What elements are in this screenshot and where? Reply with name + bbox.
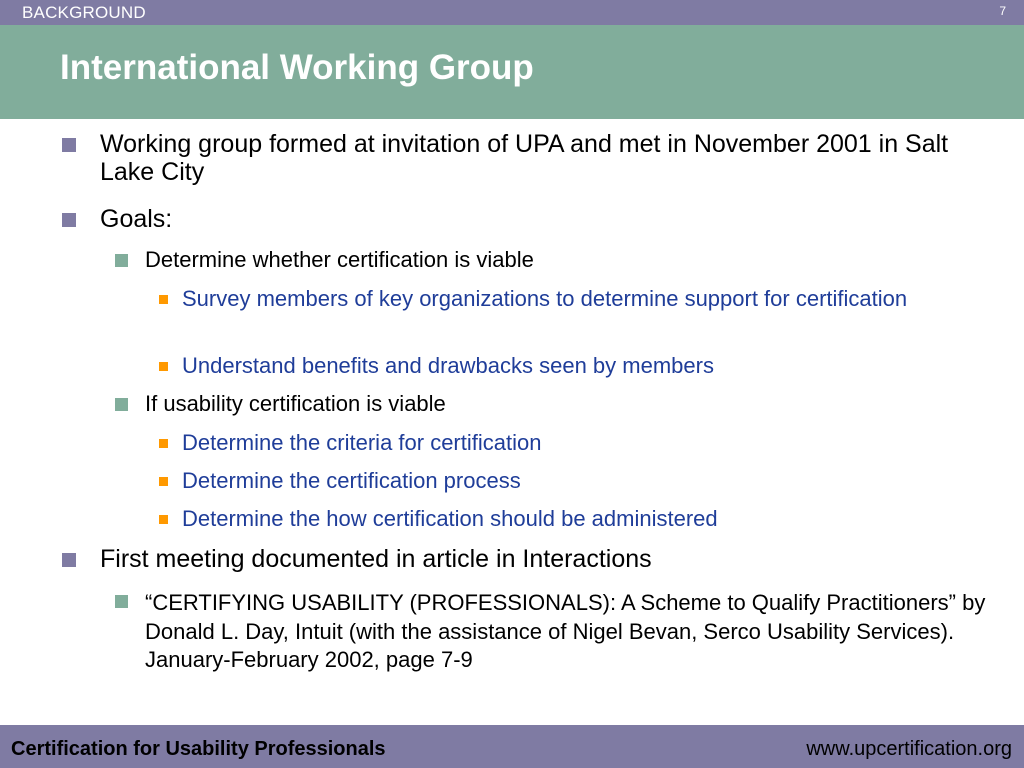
sub-bullet-item: [145, 589, 995, 675]
sub-sub-bullet-item: [182, 352, 982, 380]
bullet-text: Goals:: [100, 205, 173, 233]
footer-title: Certification for Usability Professionals: [11, 738, 386, 760]
footer-url: www.upcertification.org: [806, 738, 1012, 760]
bullet-text: “CERTIFYING USABILITY (PROFESSIONALS): A Scheme to Qualify Practitioners” by Donald L. Day, Intuit (with the assistance of Nigel Bevan, Serco Usability Services). January-February 2002, page 7-9: [145, 590, 986, 673]
sub-bullet-item: [145, 392, 995, 417]
bullet-text: Determine whether certification is viable: [145, 247, 534, 272]
bullet-text: Determine the certification process: [182, 468, 521, 493]
square-bullet-icon: [62, 213, 76, 227]
footer-bar: [0, 725, 1024, 768]
bullet-item: [100, 545, 990, 573]
bullet-item: [100, 130, 990, 186]
page-number: 7: [999, 4, 1006, 18]
square-bullet-icon: [159, 439, 168, 448]
section-label: BACKGROUND: [22, 3, 146, 22]
bullet-text: Understand benefits and drawbacks seen by members: [182, 353, 714, 378]
square-bullet-icon: [62, 553, 76, 567]
square-bullet-icon: [159, 515, 168, 524]
square-bullet-icon: [115, 595, 128, 608]
bullet-text: First meeting documented in article in Interactions: [100, 545, 652, 573]
sub-sub-bullet-item: [182, 505, 982, 533]
slide-title: International Working Group: [60, 48, 534, 87]
sub-sub-bullet-item: [182, 467, 982, 495]
header-bar: [0, 0, 1024, 25]
bullet-text: Determine the criteria for certification: [182, 430, 542, 455]
square-bullet-icon: [115, 254, 128, 267]
square-bullet-icon: [62, 138, 76, 152]
bullet-text: Working group formed at invitation of UPA and met in November 2001 in Salt Lake City: [100, 130, 949, 186]
title-bar: [0, 25, 1024, 119]
bullet-text: If usability certification is viable: [145, 391, 446, 416]
bullet-item: [100, 205, 990, 233]
square-bullet-icon: [115, 398, 128, 411]
square-bullet-icon: [159, 477, 168, 486]
square-bullet-icon: [159, 362, 168, 371]
bullet-text: Survey members of key organizations to determine support for certification: [182, 286, 908, 311]
sub-sub-bullet-item: [182, 429, 982, 457]
sub-bullet-item: [145, 248, 995, 273]
sub-sub-bullet-item: [182, 285, 982, 313]
square-bullet-icon: [159, 295, 168, 304]
bullet-text: Determine the how certification should be administered: [182, 506, 718, 531]
